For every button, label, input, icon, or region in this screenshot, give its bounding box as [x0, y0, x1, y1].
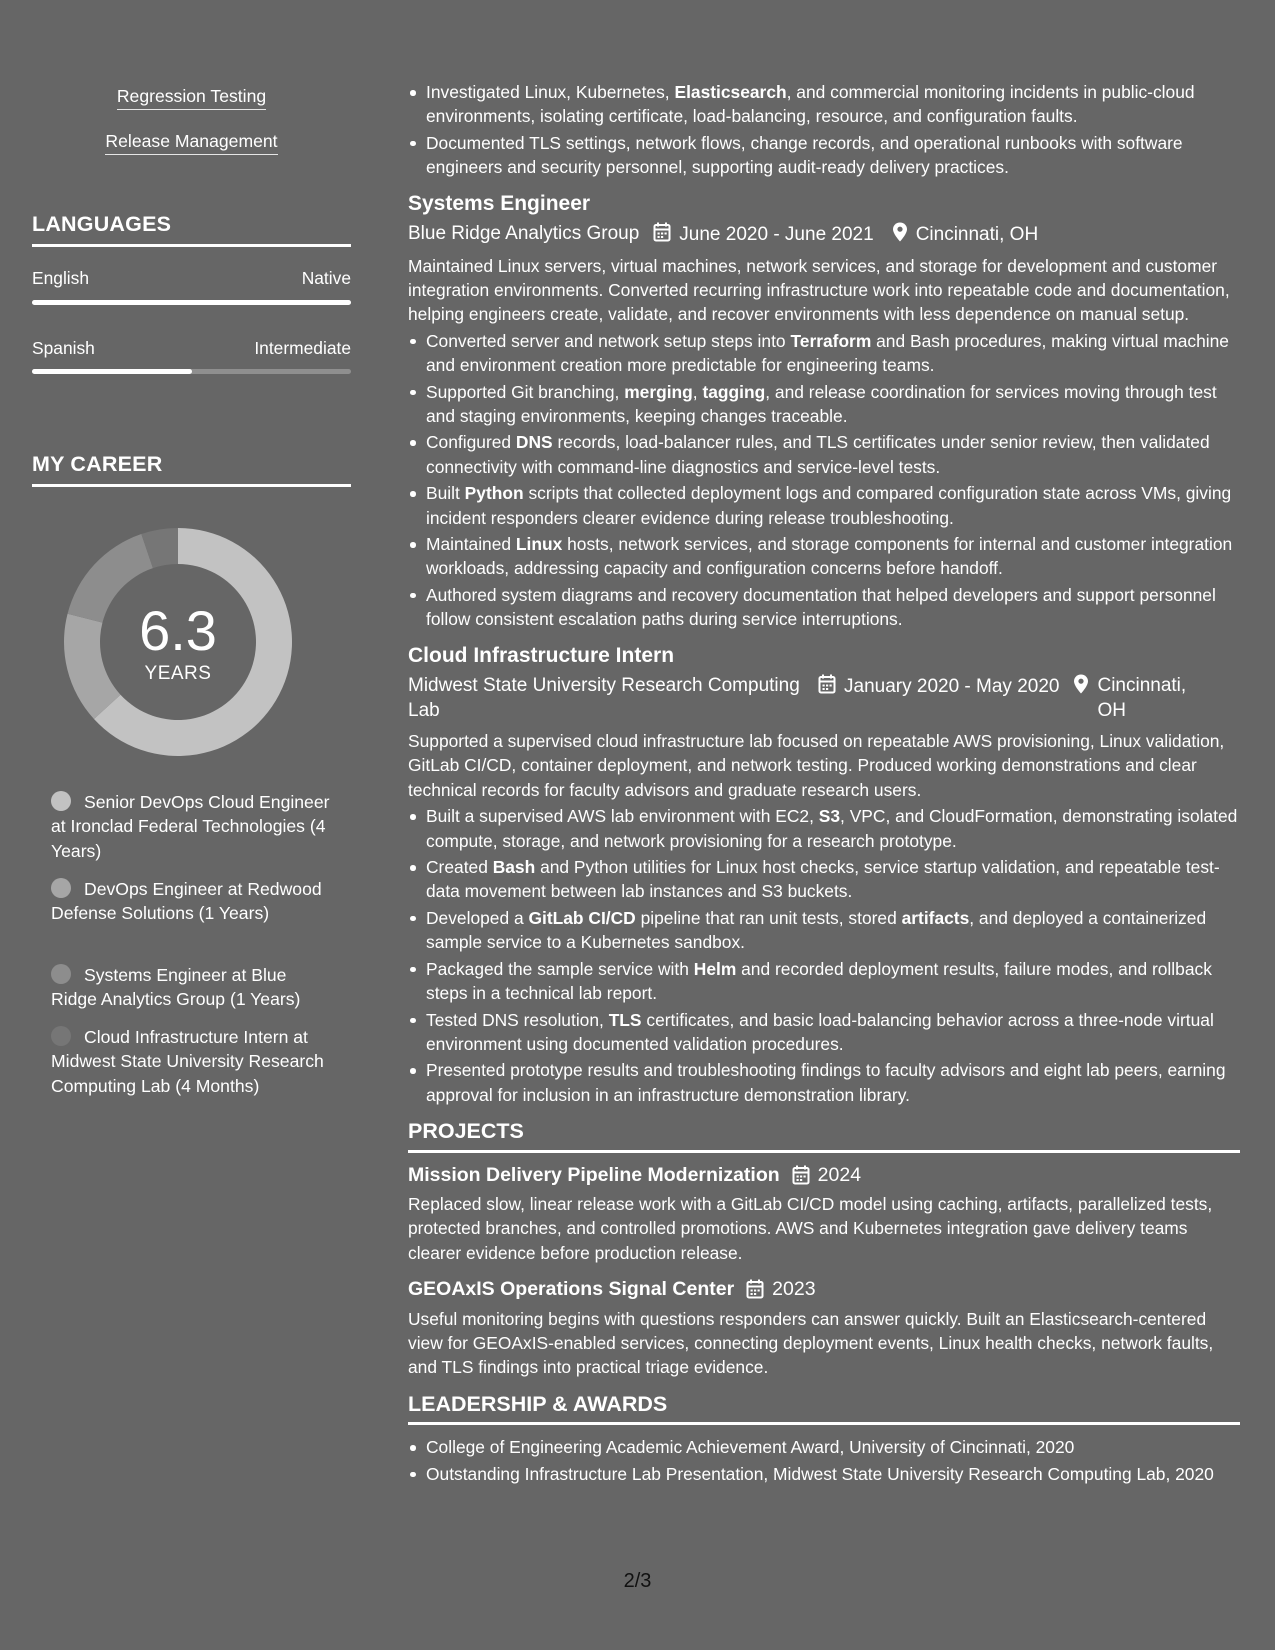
- bullet-item: Maintained Linux hosts, network services, and storage components for internal and customer integration workloads, addressing capacity and configuration concerns before handoff.: [408, 532, 1240, 581]
- legend-dot-icon: [51, 791, 71, 811]
- bullet-item: Tested DNS resolution, TLS certificates, and basic load-balancing behavior across a three-node virtual environment using documented validation procedures.: [408, 1008, 1240, 1057]
- career-donut-chart: [64, 528, 292, 756]
- job-summary: Supported a supervised cloud infrastructure lab focused on repeatable AWS provisioning, Linux validation, GitLab CI/CD, container deployment, and network testing. Produced working demonstrations and clear technical records for faculty advisors and graduate research users.: [408, 731, 1225, 800]
- languages-heading: LANGUAGES: [32, 212, 351, 247]
- project-title: Mission Delivery Pipeline Modernization 2024: [408, 1163, 862, 1186]
- job-dates: January 2020 - May 2020: [818, 674, 1059, 700]
- language-level-bar: [32, 369, 351, 374]
- bullet-item: Packaged the sample service with Helm and recorded deployment results, failure modes, and rollback steps in a technical lab report.: [408, 957, 1240, 1006]
- page-number: 2/3: [623, 1570, 652, 1592]
- job-company: Midwest State University Research Computing Lab: [408, 675, 800, 721]
- legend-dot-icon: [51, 878, 71, 898]
- job-dates: June 2020 - June 2021: [653, 222, 873, 248]
- career-legend-item: DevOps Engineer at Redwood Defense Solutions (1 Years): [51, 879, 322, 924]
- project-year: 2024: [792, 1163, 861, 1187]
- legend-dot-icon: [51, 964, 71, 984]
- award-item: Outstanding Infrastructure Lab Presentation, Midwest State University Research Computing Lab, 2020: [408, 1462, 1240, 1486]
- language-row: [32, 268, 351, 289]
- job-title: Cloud Infrastructure Intern: [408, 643, 675, 667]
- bullet-item: Developed a GitLab CI/CD pipeline that ran unit tests, stored artifacts, and deployed a containerized sample service to a Kubernetes sandbox.: [408, 906, 1240, 955]
- language-level-fill: [32, 369, 192, 374]
- project-description: Useful monitoring begins with questions responders can answer quickly. Built an Elasticsearch-centered view for GEOAxIS-enabled services, connecting deployment events, Linux health checks, network faults, and TLS findings into practical triage evidence.: [408, 1308, 1214, 1378]
- awards-list: [408, 1435, 1240, 1486]
- previous-job-bullets: [408, 80, 1240, 180]
- career-legend-item: Cloud Infrastructure Intern at Midwest State University Research Computing Lab (4 Months): [51, 1027, 324, 1096]
- language-level: Intermediate: [254, 338, 351, 358]
- calendar-icon: [818, 674, 836, 694]
- legend-dot-icon: [51, 1026, 71, 1046]
- bullet-item: Supported Git branching, merging, tagging, and release coordination for services moving through test and staging environments, keeping changes traceable.: [408, 380, 1240, 429]
- job-company: Blue Ridge Analytics Group: [408, 223, 640, 245]
- language-name: Spanish: [32, 338, 95, 358]
- language-level: Native: [301, 268, 351, 288]
- language-name: English: [32, 268, 90, 288]
- bullet-item: Converted server and network setup steps into Terraform and Bash procedures, making virtual machine and environment creation more predictable for engineering teams.: [408, 329, 1240, 378]
- job-summary: Maintained Linux servers, virtual machines, network services, and storage for development and customer integration environments. Converted recurring infrastructure work into repeatable code and documentation, helping engineers create, validate, and recover environments with less dependence on manual setup.: [408, 255, 1230, 325]
- career-legend-item: Systems Engineer at Blue Ridge Analytics Group (1 Years): [51, 965, 301, 1010]
- career-years-label: YEARS: [144, 663, 212, 684]
- skill-item: Release Management: [32, 131, 351, 155]
- calendar-icon: [653, 222, 671, 242]
- location-pin-icon: [1073, 674, 1089, 694]
- calendar-icon: [792, 1165, 810, 1185]
- bullet-item: Presented prototype results and troubleshooting findings to faculty advisors and eight lab peers, earning approval for inclusion in an infrastructure demonstration library.: [408, 1058, 1240, 1107]
- bullet-item: Built a supervised AWS lab environment with EC2, S3, VPC, and CloudFormation, demonstrating isolated compute, storage, and network provisioning for a research prototype.: [408, 804, 1240, 853]
- bullet-item: Created Bash and Python utilities for Linux host checks, service startup validation, and repeatable test-data movement between lab instances and S3 buckets.: [408, 855, 1240, 904]
- project-description: Replaced slow, linear release work with a GitLab CI/CD model using caching, artifacts, parallelized tests, protected branches, and controlled promotions. AWS and Kubernetes integration gave delivery teams clearer evidence before production release.: [408, 1193, 1213, 1263]
- language-level-fill: [32, 300, 351, 305]
- main-content: [408, 80, 1240, 1488]
- skill-item: Regression Testing: [32, 86, 351, 110]
- calendar-icon: [746, 1279, 764, 1299]
- job-meta: [408, 222, 1240, 248]
- job-bullets: [408, 804, 1240, 1107]
- bullet-item: Configured DNS records, load-balancer rules, and TLS certificates under senior review, then validated connectivity with command-line diagnostics and service-level tests.: [408, 430, 1240, 479]
- awards-heading: LEADERSHIP & AWARDS: [408, 1392, 1240, 1425]
- bullet-item: Authored system diagrams and recovery documentation that helped developers and support personnel follow consistent escalation paths during service interruptions.: [408, 583, 1240, 632]
- job-meta: [408, 674, 1240, 723]
- location-pin-icon: [892, 222, 908, 242]
- career-legend-item: Senior DevOps Cloud Engineer at Ironclad Federal Technologies (4 Years): [51, 792, 330, 861]
- job-location: Cincinnati, OH: [892, 222, 1039, 248]
- language-level-bar: [32, 300, 351, 305]
- job-title: Systems Engineer: [408, 191, 591, 215]
- project-title: GEOAxIS Operations Signal Center 2023: [408, 1278, 816, 1301]
- award-item: College of Engineering Academic Achievement Award, University of Cincinnati, 2020: [408, 1435, 1240, 1459]
- bullet-item: Investigated Linux, Kubernetes, Elasticsearch, and commercial monitoring incidents in public-cloud environments, isolating certificate, load-balancing, resource, and configuration faults.: [408, 80, 1240, 129]
- career-total-years: 6.3: [139, 599, 217, 662]
- job-location: Cincinnati, OH: [1073, 674, 1197, 723]
- bullet-item: Documented TLS settings, network flows, change records, and operational runbooks with software engineers and security personnel, supporting audit-ready delivery practices.: [408, 131, 1240, 180]
- projects-heading: PROJECTS: [408, 1119, 1240, 1152]
- project-year: 2023: [746, 1277, 815, 1301]
- bullet-item: Built Python scripts that collected deployment logs and compared configuration state across VMs, giving incident responders clearer evidence during release troubleshooting.: [408, 481, 1240, 530]
- language-row: [32, 338, 351, 359]
- career-heading: MY CAREER: [32, 452, 351, 487]
- job-bullets: [408, 329, 1240, 632]
